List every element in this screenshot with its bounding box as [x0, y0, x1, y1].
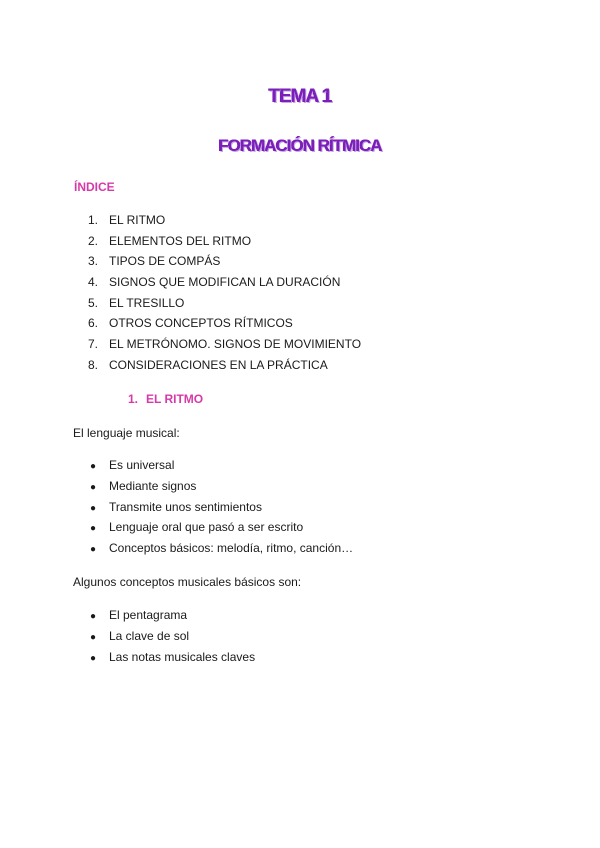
list-item	[90, 476, 353, 497]
section-heading	[128, 392, 203, 406]
list-item-text: El pentagrama	[109, 608, 188, 622]
bullet-icon: ●	[90, 611, 97, 622]
list-item	[90, 605, 255, 626]
document-subtitle: FORMACIÓN RÍTMICA	[218, 136, 382, 155]
bullet-icon: ●	[90, 523, 97, 535]
list-item-text: Transmite unos sentimientos	[109, 499, 262, 514]
list-item	[90, 497, 353, 518]
index-item-number: 3.	[88, 254, 99, 269]
index-item	[88, 313, 361, 334]
section-intro: El lenguaje musical:	[73, 426, 180, 440]
bullet-list-concepts	[90, 605, 255, 667]
bullet-icon: ●	[90, 652, 97, 664]
list-item-text: Las notas musicales claves	[109, 649, 256, 664]
bullet-icon: ●	[90, 544, 97, 556]
index-item-text: EL METRÓNOMO. SIGNOS DE MOVIMIENTO	[109, 337, 362, 352]
list-item	[90, 538, 353, 559]
section-heading-number: 1.	[128, 392, 139, 406]
list-item-text: La clave de sol	[109, 628, 190, 643]
index-heading: ÍNDICE	[74, 180, 115, 194]
list-item	[90, 647, 255, 668]
list-item-text: Lenguaje oral que pasó a ser escrito	[109, 520, 304, 535]
index-item-number: 7.	[88, 337, 99, 352]
index-item-text: EL TRESILLO	[109, 295, 185, 310]
index-item	[88, 293, 361, 314]
index-item	[88, 272, 361, 293]
list-item	[90, 517, 353, 538]
index-item	[88, 334, 361, 355]
index-item-number: 8.	[88, 357, 99, 372]
section-heading-text: EL RITMO	[146, 392, 204, 406]
section-intro-2: Algunos conceptos musicales básicos son:	[73, 575, 302, 589]
list-item	[90, 626, 255, 647]
index-item-text: CONSIDERACIONES EN LA PRÁCTICA	[109, 357, 328, 372]
index-item	[88, 231, 361, 252]
list-item-text: Es universal	[109, 458, 175, 472]
index-item	[88, 210, 361, 231]
bullet-list-language	[90, 455, 353, 559]
document-title: TEMA 1	[268, 86, 332, 107]
bullet-icon: ●	[90, 502, 97, 514]
index-item-number: 4.	[88, 275, 99, 290]
index-item-text: ELEMENTOS DEL RITMO	[109, 233, 252, 248]
bullet-icon: ●	[90, 481, 97, 493]
index-item-number: 2.	[88, 233, 99, 248]
list-item	[90, 455, 353, 476]
index-item-text: TIPOS DE COMPÁS	[109, 254, 221, 269]
index-item-number: 1.	[88, 213, 99, 227]
index-item-text: EL RITMO	[109, 213, 166, 227]
index-list	[88, 210, 361, 376]
bullet-icon: ●	[90, 631, 97, 643]
index-item-number: 6.	[88, 316, 99, 331]
index-item-text: SIGNOS QUE MODIFICAN LA DURACIÓN	[109, 275, 341, 290]
bullet-icon: ●	[90, 461, 97, 472]
list-item-text: Conceptos básicos: melodía, ritmo, canción…	[109, 541, 354, 556]
list-item-text: Mediante signos	[109, 478, 197, 493]
index-item-number: 5.	[88, 295, 99, 310]
index-item	[88, 355, 361, 376]
index-item	[88, 251, 361, 272]
index-item-text: OTROS CONCEPTOS RÍTMICOS	[109, 316, 293, 331]
